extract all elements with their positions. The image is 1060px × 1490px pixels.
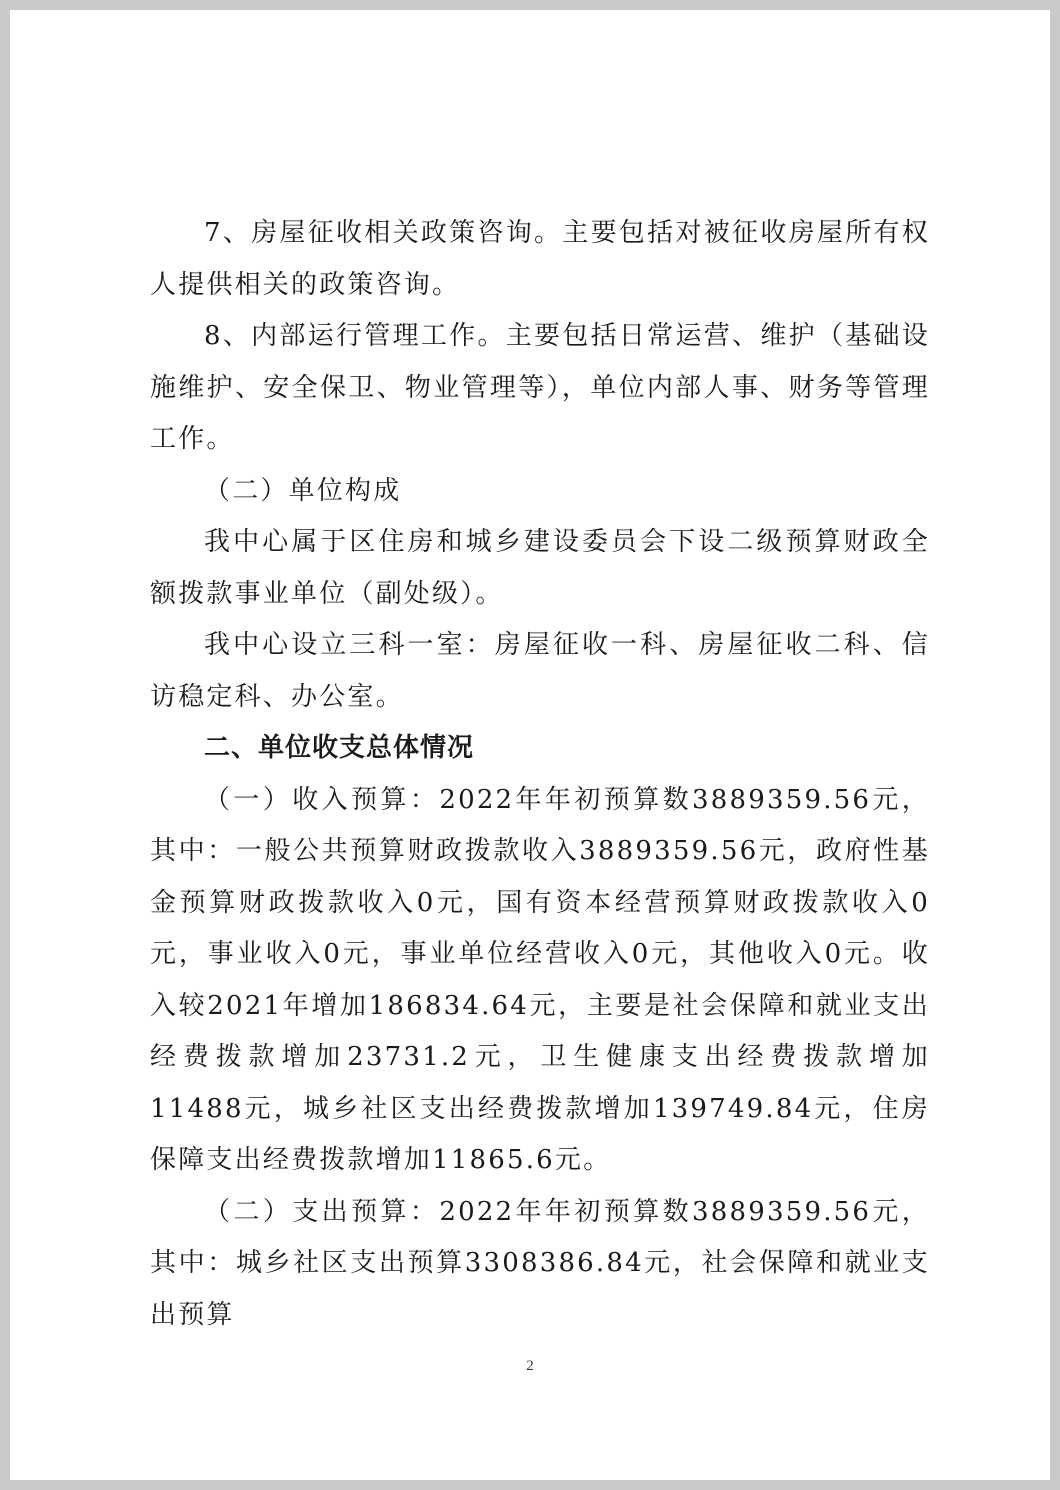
paragraph-unit-affiliation: 我中心属于区住房和城乡建设委员会下设二级预算财政全额拨款事业单位（副处级）。	[150, 527, 930, 609]
document-body	[150, 208, 930, 1341]
paragraph-item-7: 7、房屋征收相关政策咨询。主要包括对被征收房屋所有权人提供相关的政策咨询。	[150, 218, 930, 300]
paragraph-expenditure-budget: （二）支出预算：2022年年初预算数3889359.56元，其中：城乡社区支出预算3308386.84元，社会保障和就业支出预算	[150, 1196, 930, 1330]
paragraph-unit-departments: 我中心设立三科一室：房屋征收一科、房屋征收二科、信访稳定科、办公室。	[150, 630, 930, 712]
document-page	[10, 10, 1050, 1480]
page-number: 2	[526, 1358, 534, 1374]
paragraph-income-budget: （一）收入预算：2022年年初预算数3889359.56元，其中：一般公共预算财政拨款收入3889359.56元，政府性基金预算财政拨款收入0元，国有资本经营预算财政拨款收入0元，事业收入0元，事业单位经营收入0元，其他收入0元。收入较2021年增加186834.64元，主要是社会保障和就业支出经费拨款增加23731.2元，卫生健康支出经费拨款增加11488元，城乡社区支出经费拨款增加139749.84元，住房保障支出经费拨款增加11865.6元。	[150, 784, 930, 1175]
subheading-unit-composition: （二）单位构成	[204, 475, 402, 506]
section-heading-revenue-expenditure: 二、单位收支总体情况	[204, 733, 475, 763]
paragraph-item-8: 8、内部运行管理工作。主要包括日常运营、维护（基础设施维护、安全保卫、物业管理等），单位内部人事、财务等管理工作。	[150, 321, 930, 454]
